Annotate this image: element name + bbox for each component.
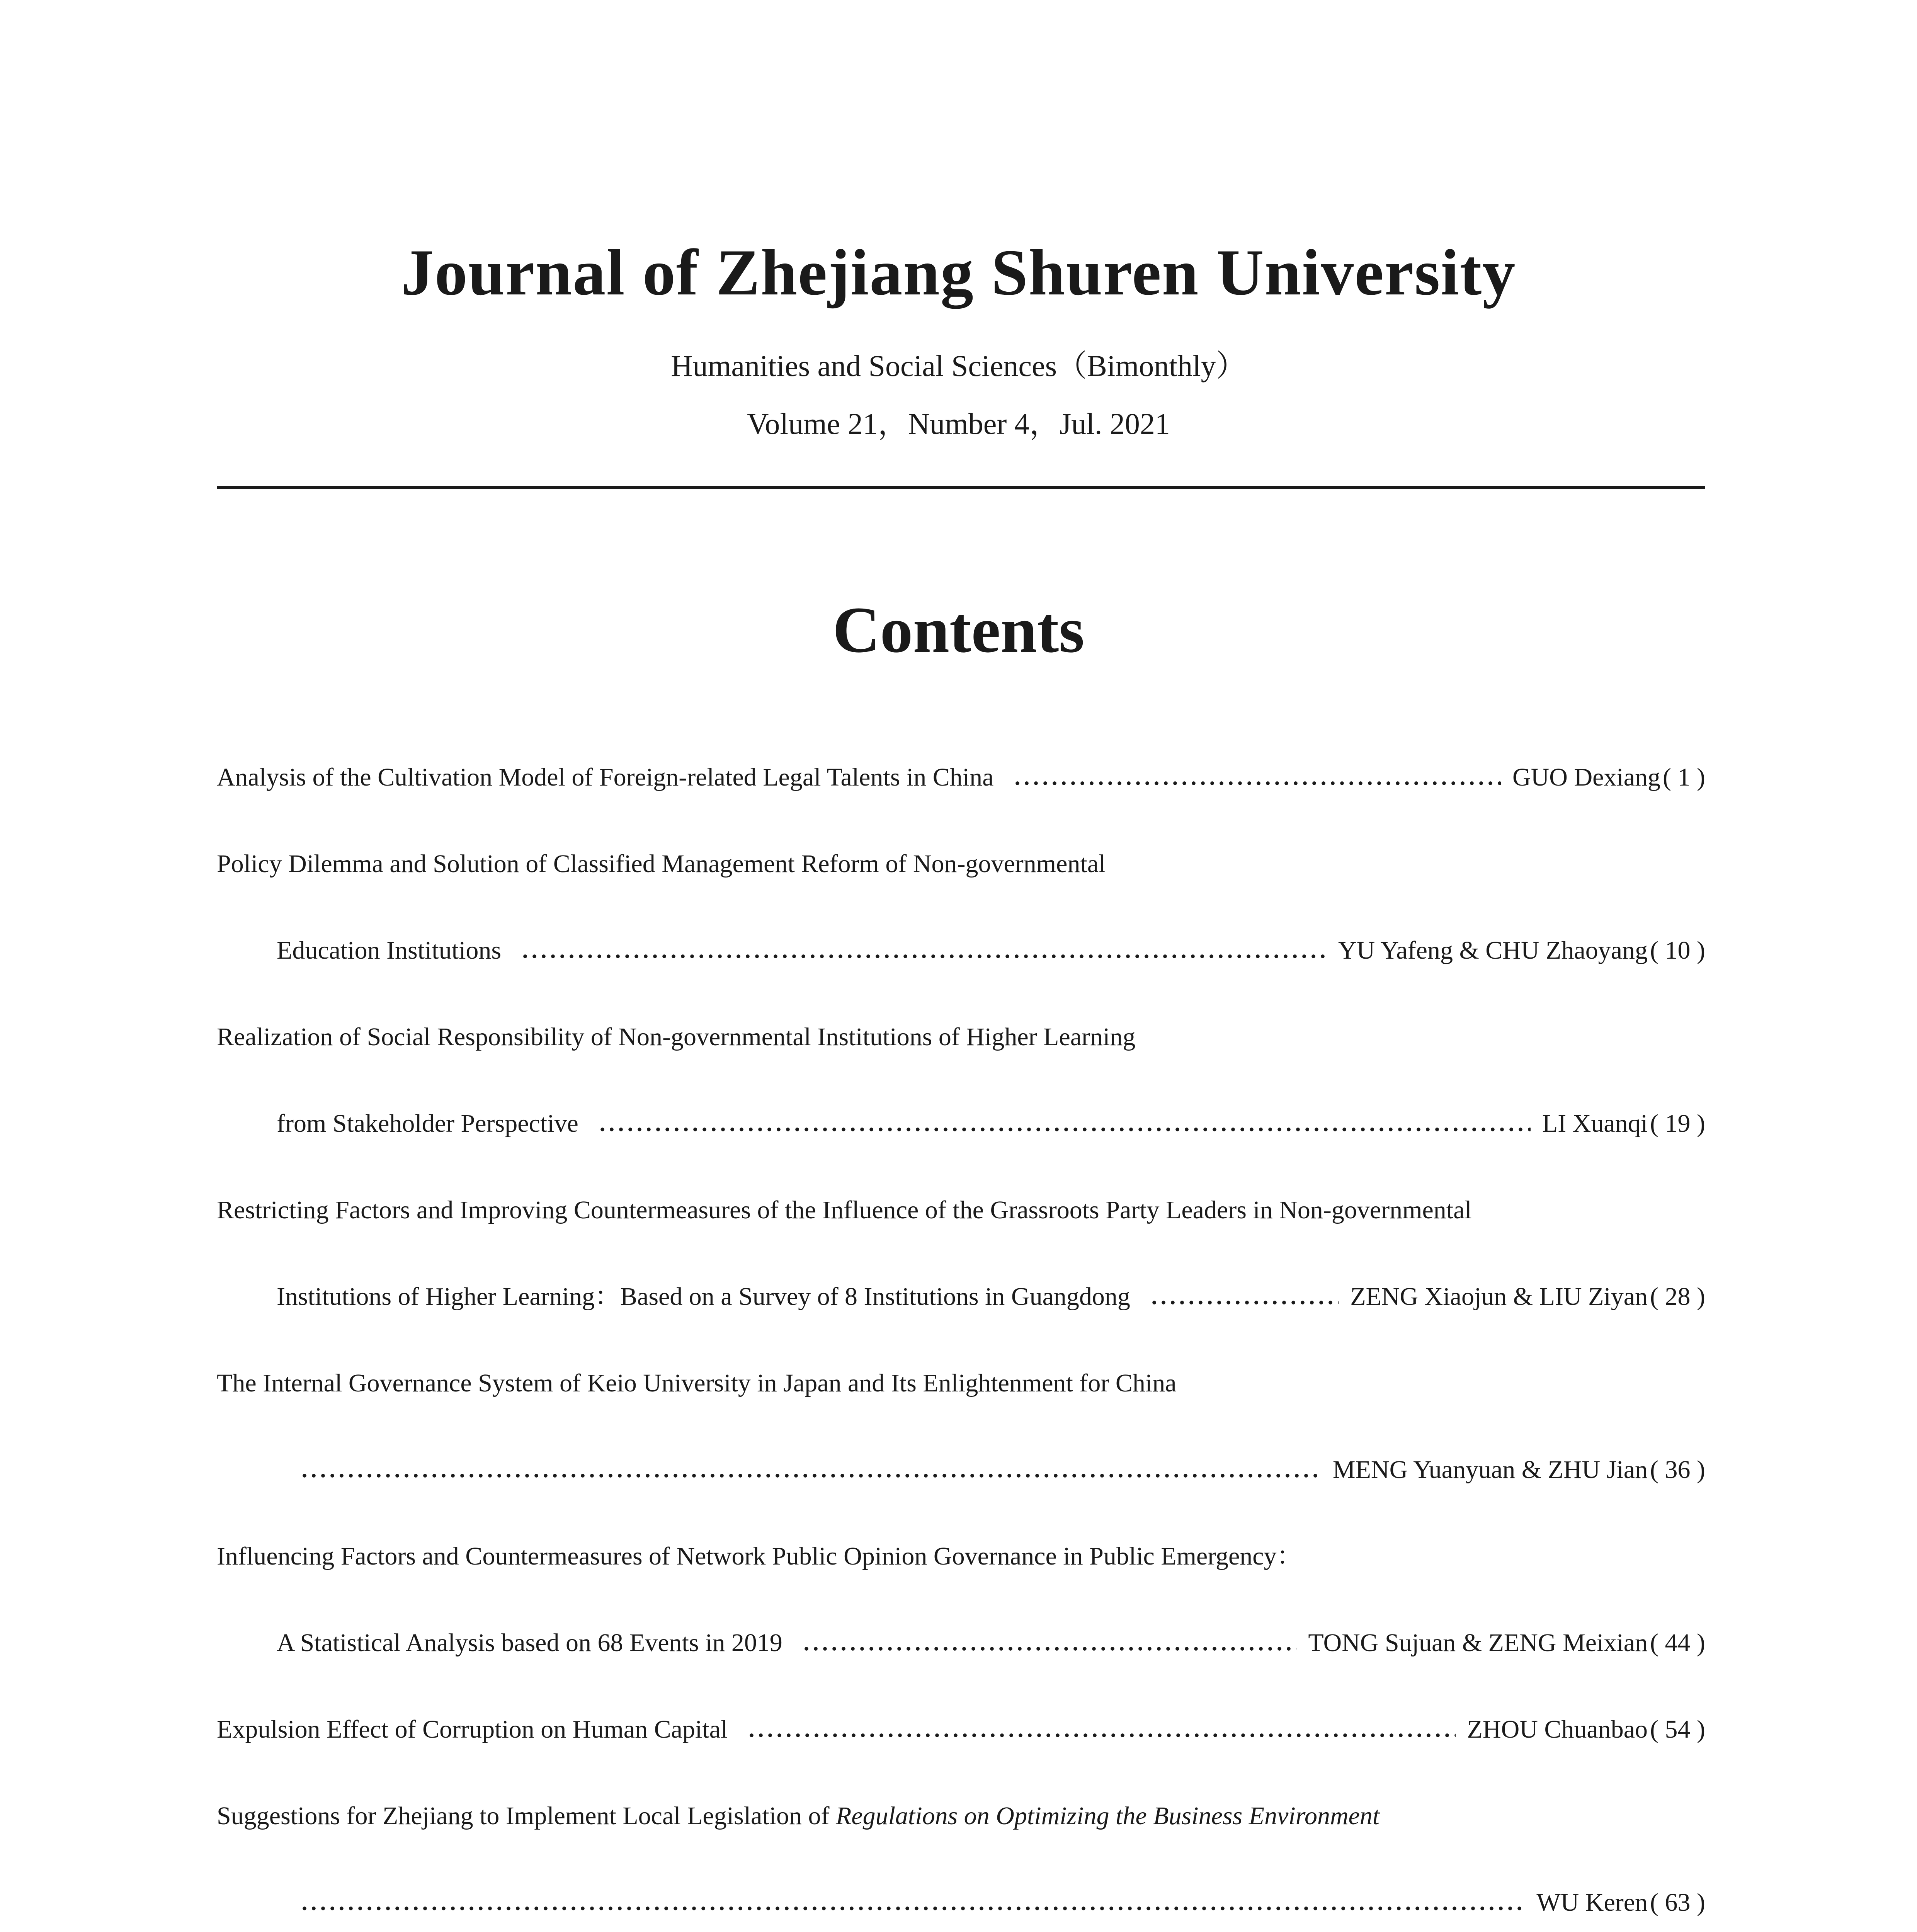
toc-title [217,1803,1379,1829]
toc-title-continued: from Stakeholder Perspective [277,1109,578,1138]
dot-leader [802,1646,1296,1651]
toc-title: Expulsion Effect of Corruption on Human Capital [217,1715,728,1743]
toc-entry[interactable] [217,755,1705,790]
journal-subtitle: Humanities and Social Sciences（Bimonthly） [671,349,1246,383]
toc-title: Analysis of the Cultivation Model of Foreign-related Legal Talents in China [217,763,994,791]
toc-author: GUO Dexiang [1512,763,1661,791]
toc-entry-title[interactable] [217,1015,1705,1050]
toc-page: ( 63 ) [1650,1888,1705,1917]
toc-title: Influencing Factors and Countermeasures of Network Public Opinion Governance in Public Emergency： [217,1542,1302,1570]
toc-title-continued: Institutions of Higher Learning：Based on a Survey of 8 Institutions in Guangdong [277,1282,1130,1311]
toc-title: The Internal Governance System of Keio University in Japan and Its Enlightenment for China [217,1369,1177,1397]
toc-page: ( 19 ) [1650,1109,1705,1138]
toc-author: ZENG Xiaojun & LIU Ziyan [1350,1282,1648,1311]
toc-author: MENG Yuanyuan & ZHU Jian [1332,1456,1648,1484]
dot-leader [300,1906,1525,1911]
toc-entry[interactable] [217,929,1705,963]
toc-page: ( 36 ) [1650,1456,1705,1484]
toc-title-prefix: Suggestions for Zhejiang to Implement Local Legislation of [217,1802,836,1830]
toc-entry[interactable] [217,1708,1705,1742]
toc-title-italic: Regulations on Optimizing the Business Environment [835,1802,1380,1830]
dot-leader [520,954,1327,959]
toc-title: Realization of Social Responsibility of Non-governmental Institutions of Higher Learning [217,1023,1136,1051]
journal-title: Journal of Zhejiang Shuren University [401,236,1516,309]
toc-author: WU Keren [1536,1888,1648,1917]
toc-title-continued: A Statistical Analysis based on 68 Events in 2019 [277,1629,782,1657]
dot-leader [1150,1300,1339,1305]
dot-leader [300,1473,1321,1478]
toc-page: ( 44 ) [1650,1629,1705,1657]
toc-author: TONG Sujuan & ZENG Meixian [1308,1629,1648,1657]
toc-page: ( 10 ) [1650,936,1705,964]
volume-line: Volume 21，Number 4，Jul. 2021 [747,407,1170,440]
toc-entry-title[interactable] [217,1794,1705,1829]
dot-leader [1013,781,1501,786]
toc-entry[interactable] [217,1621,1705,1656]
toc-title: Policy Dilemma and Solution of Classified Management Reform of Non-governmental [217,850,1106,878]
toc-title-continued: Education Institutions [277,936,502,964]
toc-entry[interactable] [217,1275,1705,1310]
toc-title: Restricting Factors and Improving Countermeasures of the Influence of the Grassroots Party Leaders in Non-governmental [217,1196,1472,1224]
toc-author: YU Yafeng & CHU Zhaoyang [1338,936,1648,964]
toc-author: LI Xuanqi [1542,1109,1648,1138]
toc-entry-title[interactable] [217,1188,1705,1223]
toc-page: ( 1 ) [1663,763,1705,791]
toc-page: ( 28 ) [1650,1282,1705,1311]
toc-entry[interactable] [217,1102,1705,1136]
contents-heading: Contents [832,594,1085,666]
toc-entry[interactable] [217,1448,1705,1483]
dot-leader [598,1127,1531,1132]
dot-leader [747,1733,1455,1738]
toc-author: ZHOU Chuanbao [1467,1715,1648,1743]
toc-entry-title[interactable] [217,1361,1705,1396]
toc-entry-title[interactable] [217,1534,1705,1569]
toc-entry-title[interactable] [217,842,1705,877]
header-divider [217,486,1705,489]
toc-page: ( 54 ) [1650,1715,1705,1743]
toc-entry[interactable] [217,1881,1705,1915]
